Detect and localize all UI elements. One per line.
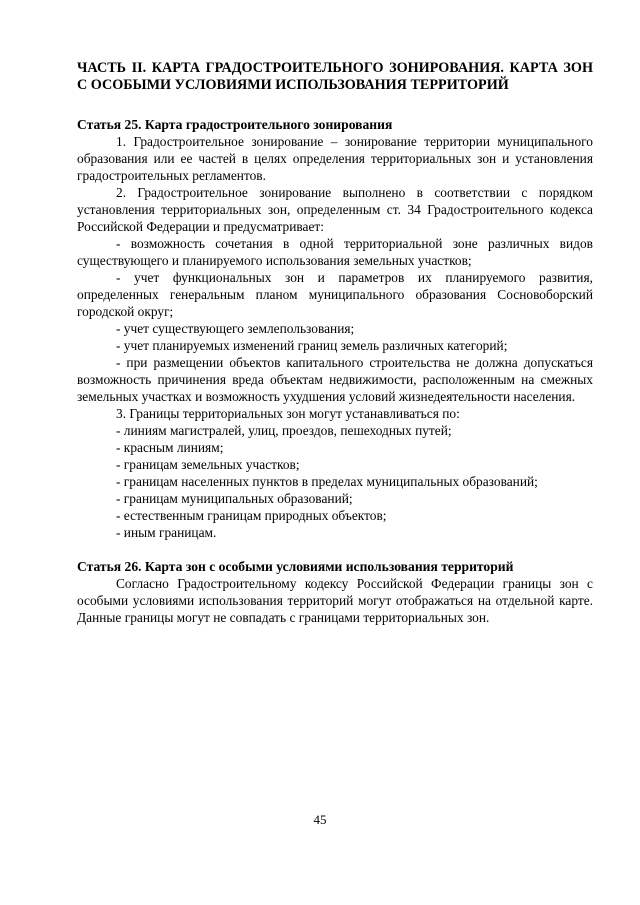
list-item: - границам населенных пунктов в пределах муниципальных образований;	[116, 474, 538, 489]
list-item: - возможность сочетания в одной территориальной зоне различных видов существующего и планируемого использования земельных участков;	[77, 236, 593, 268]
part-title: ЧАСТЬ II. КАРТА ГРАДОСТРОИТЕЛЬНОГО ЗОНИРОВАНИЯ. КАРТА ЗОН С ОСОБЫМИ УСЛОВИЯМИ ИСПОЛЬЗОВАНИЯ ТЕРРИТОРИЙ	[77, 60, 593, 93]
list-item: - при размещении объектов капитального строительства не должна допускаться возможность причинения вреда объектам недвижимости, расположенным на смежных земельных участках и возможность ухудшения условий жизнедеятельности населения.	[77, 355, 593, 404]
article-25	[77, 116, 593, 541]
article-25-paragraph-3: 3. Границы территориальных зон могут устанавливаться по:	[116, 406, 460, 421]
page-number: 45	[313, 812, 327, 827]
list-item: - границам муниципальных образований;	[116, 491, 353, 506]
list-item: - естественным границам природных объектов;	[116, 508, 387, 523]
article-25-paragraph-1: 1. Градостроительное зонирование – зонирование территории муниципального образования или ее частей в целях определения территориальных зон и установления градостроительных регламентов.	[77, 134, 593, 183]
list-item: - границам земельных участков;	[116, 457, 300, 472]
document-page	[77, 60, 593, 626]
section-spacer	[77, 541, 593, 558]
article-25-title: Статья 25. Карта градостроительного зонирования	[77, 117, 393, 132]
list-item: - учет существующего землепользования;	[116, 321, 355, 336]
list-item: - линиям магистралей, улиц, проездов, пешеходных путей;	[116, 423, 452, 438]
article-26-title: Статья 26. Карта зон с особыми условиями использования территорий	[77, 559, 514, 574]
article-25-paragraph-2: 2. Градостроительное зонирование выполнено в соответствии с порядком установления территориальных зон, определенным ст. 34 Градостроительного кодекса Российской Федерации и предусматривает:	[77, 185, 593, 234]
list-item: - учет планируемых изменений границ земель различных категорий;	[116, 338, 508, 353]
list-item: - красным линиям;	[116, 440, 224, 455]
list-item: - учет функциональных зон и параметров их планируемого развития, определенных генеральным планом муниципального образования Сосновоборский городской округ;	[77, 270, 593, 319]
article-26	[77, 558, 593, 626]
list-item: - иным границам.	[116, 525, 217, 540]
article-26-paragraph-1: Согласно Градостроительному кодексу Российской Федерации границы зон с особыми условиями использования территорий могут отображаться на отдельной карте. Данные границы могут не совпадать с границами территориальных зон.	[77, 576, 593, 625]
